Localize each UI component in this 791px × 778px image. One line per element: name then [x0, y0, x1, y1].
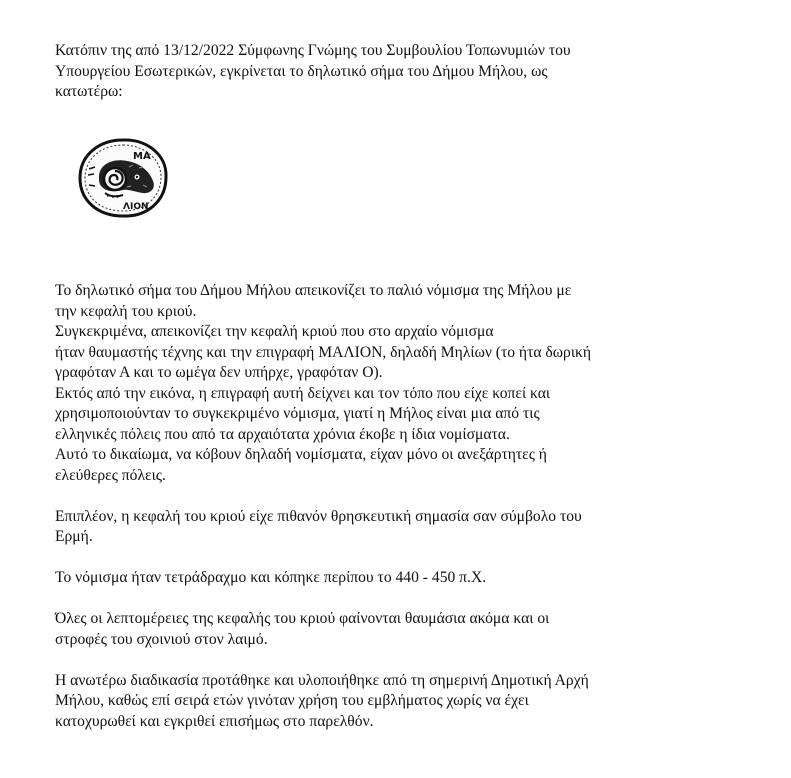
coin-inscription-top: ΜΑ: [133, 151, 151, 162]
text-line: Το δηλωτικό σήμα του Δήμου Μήλου απεικονίζει το παλιό νόμισμα της Μήλου με: [55, 282, 572, 299]
text-line: την κεφαλή του κριού.: [55, 302, 197, 320]
text-line: ελληνικές πόλεις που από τα αρχαιότατα χρόνια έκοβε η ίδια νομίσματα.: [55, 425, 510, 443]
intro-line: Υπουργείου Εσωτερικών, εγκρίνεται το δηλωτικό σήμα του Δήμου Μήλου, ως: [55, 62, 548, 80]
text-line: χρησιμοποιούνταν το συγκεκριμένο νόμισμα, γιατί η Μήλος είναι μια από τις: [55, 405, 540, 422]
paragraph-religious-meaning: [55, 507, 765, 548]
paragraph-gap: [55, 650, 765, 671]
text-line: ελεύθερες πόλεις.: [55, 466, 166, 484]
text-line: ήταν θαυμαστής τέχνης και την επιγραφή ΜΑΛΙΟΝ, δηλαδή Μηλίων (το ήτα δωρική: [55, 343, 592, 361]
text-line: γραφόταν Α και το ωμέγα δεν υπήρχε, γραφόταν Ο).: [55, 364, 383, 381]
text-line: Μήλου, καθώς επί σειρά ετών γινόταν χρήση του εμβλήματος χωρίς να έχει: [55, 692, 529, 709]
text-line: κατοχυρωθεί και εγκριθεί επισήμως στο παρελθόν.: [55, 712, 374, 730]
ram-head-coin-emblem: [77, 137, 169, 219]
text-line: Συγκεκριμένα, απεικονίζει την κεφαλή κριού που στο αρχαίο νόμισμα: [55, 323, 494, 340]
intro-line: Κατόπιν της από 13/12/2022 Σύμφωνης Γνώμης του Συμβουλίου Τοπωνυμιών του: [55, 42, 571, 59]
intro-line: κατωτέρω:: [55, 83, 123, 100]
paragraph-gap: [55, 548, 765, 569]
text-line: Αυτό το δικαίωμα, να κόβουν δηλαδή νομίσματα, είχαν μόνο οι ανεξάρτητες ή: [55, 446, 547, 463]
text-line: Όλες οι λεπτομέρειες της κεφαλής του κριού φαίνονται θαυμάσια ακόμα και οι: [55, 610, 550, 627]
intro-paragraph: [55, 41, 755, 103]
paragraph-gap: [55, 589, 765, 610]
paragraph-procedure: [55, 671, 765, 733]
text-line: στροφές του σχοινιού στον λαιμό.: [55, 630, 268, 648]
coin-inscription-bottom: ΛΙΟΝ: [123, 202, 149, 212]
paragraph-gap: [55, 486, 765, 507]
text-line: Εκτός από την εικόνα, η επιγραφή αυτή δείχνει και τον τόπο που είχε κοπεί και: [55, 384, 551, 402]
text-line: Το νόμισμα ήταν τετράδραχμο και κόπηκε περίπου το 440 - 450 π.Χ.: [55, 569, 487, 586]
body-text: [55, 281, 765, 732]
paragraph-details: [55, 609, 765, 650]
text-line: Ερμή.: [55, 528, 93, 545]
text-line: Η ανωτέρω διαδικασία προτάθηκε και υλοποιήθηκε από τη σημερινή Δημοτική Αρχή: [55, 671, 589, 689]
ram-head-coin-icon: [77, 137, 169, 219]
text-line: Επιπλέον, η κεφαλή του κριού είχε πιθανόν θρησκευτική σημασία σαν σύμβολο του: [55, 507, 582, 525]
paragraph-description: [55, 281, 765, 486]
paragraph-coin-date: [55, 568, 765, 589]
